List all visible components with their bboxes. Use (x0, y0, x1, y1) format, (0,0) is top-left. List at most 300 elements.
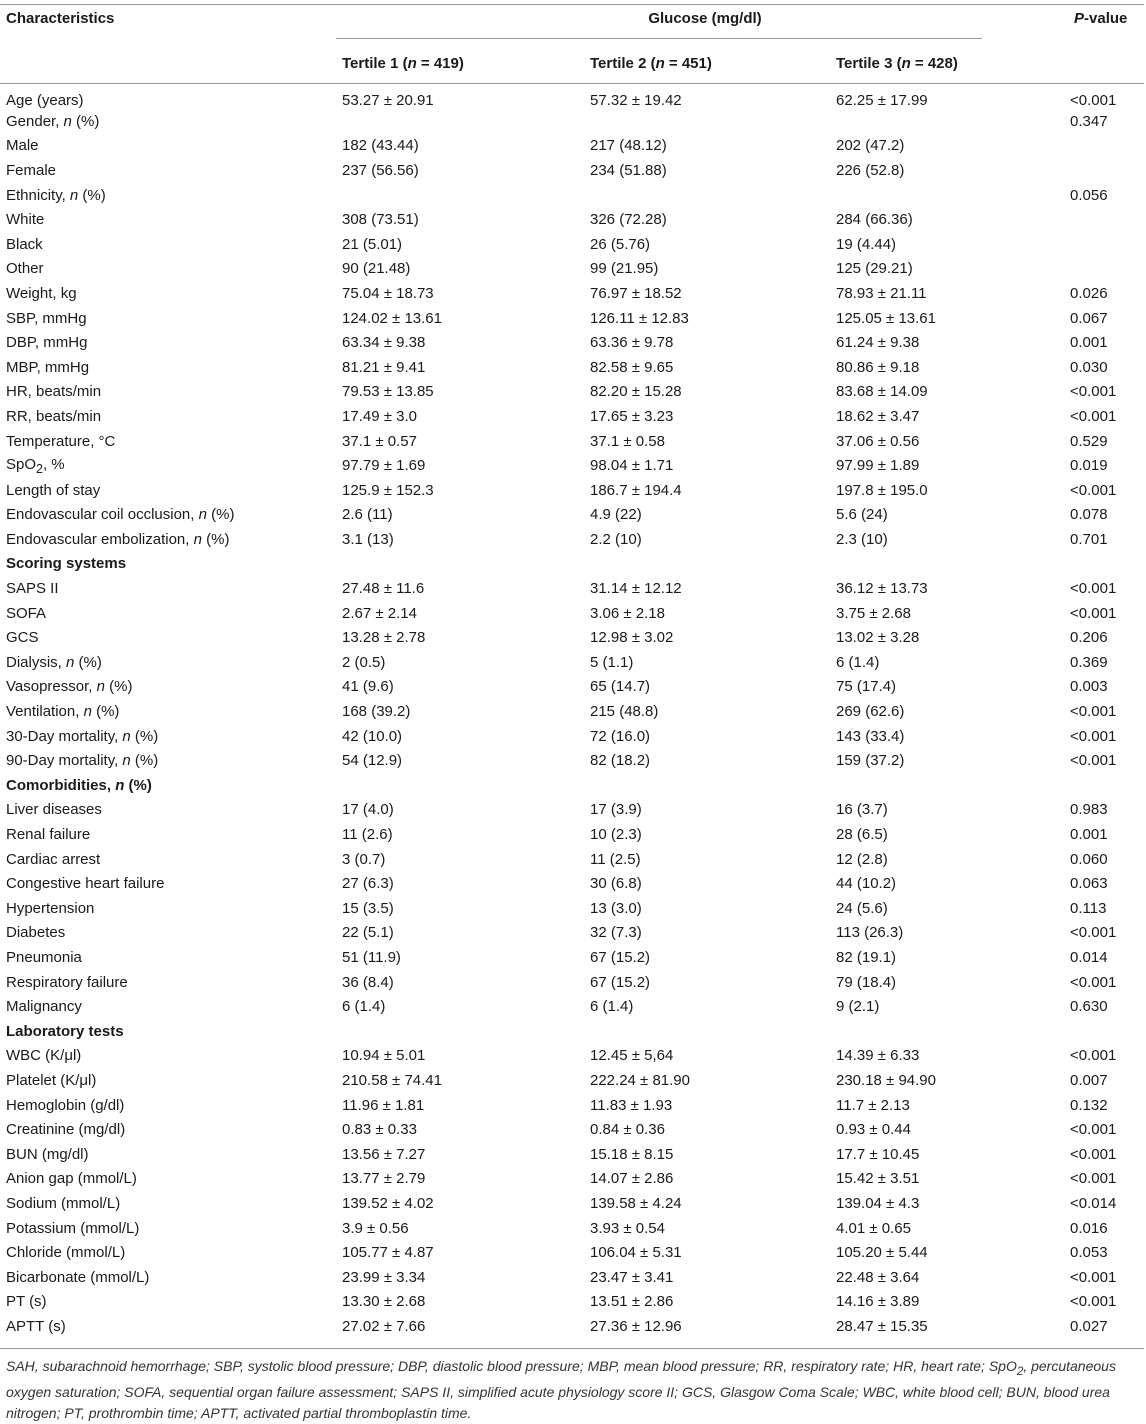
row-label: SOFA (6, 604, 47, 622)
row-label: APTT (s) (6, 1317, 66, 1335)
row-label: BUN (mg/dl) (6, 1145, 89, 1163)
header-row-1 (0, 6, 1144, 43)
row-label: WBC (K/μl) (6, 1047, 82, 1065)
tertile-3-cell: 44 (10.2) (836, 875, 897, 893)
tertile-2-cell: 10 (2.3) (590, 826, 642, 844)
row-label: Ventilation, n (%) (6, 703, 120, 721)
tertile-1-cell: 3.1 (13) (342, 530, 394, 548)
tertile-2-cell: 63.36 ± 9.78 (590, 334, 674, 352)
tertile-3-cell: 3.75 ± 2.68 (836, 604, 911, 622)
tertile-3-cell: 82 (19.1) (836, 948, 897, 966)
table-row (0, 257, 1144, 282)
p-value-cell: 0.206 (1070, 629, 1108, 647)
table-row (0, 1265, 1144, 1290)
tertile-3-cell: 28.47 ± 15.35 (836, 1317, 928, 1335)
table-row (0, 1093, 1144, 1118)
tertile-1-cell: 124.02 ± 13.61 (342, 309, 442, 327)
tertile-1-cell: 168 (39.2) (342, 703, 411, 721)
tertile-3-cell: 97.99 ± 1.89 (836, 457, 920, 475)
row-label: Other (6, 260, 44, 278)
p-value-cell: <0.001 (1070, 924, 1117, 942)
row-label: Comorbidities, n (%) (6, 776, 152, 794)
tertile-2-cell: 31.14 ± 12.12 (590, 580, 682, 598)
p-value-cell: 0.003 (1070, 678, 1108, 696)
p-value-cell: <0.001 (1070, 580, 1117, 598)
p-value-cell: 0.027 (1070, 1317, 1108, 1335)
tertile-2-cell: 0.84 ± 0.36 (590, 1121, 665, 1139)
table-row (0, 1068, 1144, 1093)
row-label: DBP, mmHg (6, 334, 88, 352)
p-value-cell: 0.007 (1070, 1071, 1108, 1089)
p-value-cell (1068, 257, 1144, 282)
tertile-1-cell: 13.28 ± 2.78 (342, 629, 426, 647)
row-label: Laboratory tests (6, 1022, 124, 1040)
tertile-2-cell: 82 (18.2) (590, 752, 651, 770)
tertile-3-cell: 14.39 ± 6.33 (836, 1047, 920, 1065)
row-label: Creatinine (mg/dl) (6, 1121, 126, 1139)
tertile-1-cell: 17.49 ± 3.0 (342, 407, 417, 425)
row-label: Liver diseases (6, 801, 102, 819)
table-row (0, 625, 1144, 650)
p-value-cell: 0.369 (1070, 653, 1108, 671)
table-row (0, 527, 1144, 552)
tertile-3-cell: 14.16 ± 3.89 (836, 1293, 920, 1311)
tertile-1-cell: 237 (56.56) (342, 161, 419, 179)
p-value-cell: 0.001 (1070, 334, 1108, 352)
row-label: Length of stay (6, 481, 101, 499)
table-top-rule (0, 4, 1144, 5)
row-label: Malignancy (6, 998, 82, 1016)
tertile-1-cell: 210.58 ± 74.41 (342, 1071, 442, 1089)
p-value-cell: <0.001 (1070, 604, 1117, 622)
tertile-3-cell: 15.42 ± 3.51 (836, 1170, 920, 1188)
p-value-cell: <0.001 (1070, 92, 1117, 109)
p-value-cell: <0.001 (1070, 481, 1117, 499)
p-value-cell: <0.001 (1070, 407, 1117, 425)
tertile-3-cell: 159 (37.2) (836, 752, 905, 770)
header-row-2 (0, 43, 1144, 84)
tertile-3-cell: 105.20 ± 5.44 (836, 1244, 928, 1262)
row-label: Chloride (mmol/L) (6, 1244, 126, 1262)
table-row (0, 1240, 1144, 1265)
section-row (0, 552, 1144, 577)
row-label: Temperature, °C (6, 432, 116, 450)
tertile-3-cell: 11.7 ± 2.13 (836, 1096, 910, 1114)
row-label: Hypertension (6, 899, 95, 917)
p-value-cell: 0.063 (1070, 875, 1108, 893)
p-value-header: P-value (1074, 10, 1128, 27)
tertile-3-cell: 36.12 ± 13.73 (836, 580, 928, 598)
table-row (0, 330, 1144, 355)
row-label: Scoring systems (6, 555, 127, 573)
tertile-1-cell (336, 1019, 584, 1044)
tertile-2-cell: 27.36 ± 12.96 (590, 1317, 682, 1335)
row-label: Cardiac arrest (6, 850, 101, 868)
row-label: SpO$_2$, % (6, 455, 65, 476)
row-label: Female (6, 161, 57, 179)
p-value-cell: 0.026 (1070, 284, 1108, 302)
row-label: Dialysis, n (%) (6, 653, 102, 671)
p-value-cell: <0.001 (1070, 1047, 1117, 1065)
tertile-3-cell: 197.8 ± 195.0 (836, 481, 928, 499)
p-value-cell: 0.078 (1070, 506, 1108, 524)
tertile-1-cell: 0.83 ± 0.33 (342, 1121, 417, 1139)
table-row (0, 650, 1144, 675)
tertile-3-cell: 202 (47.2) (836, 137, 905, 155)
row-label: MBP, mmHg (6, 358, 90, 376)
table-row (0, 724, 1144, 749)
tertile-1-cell: 21 (5.01) (342, 235, 403, 253)
tertile-3-cell: 19 (4.44) (836, 235, 897, 253)
tertile-3-cell: 6 (1.4) (836, 653, 880, 671)
p-value-cell: 0.019 (1070, 457, 1108, 475)
tertile-2-cell: 6 (1.4) (590, 998, 634, 1016)
tertile-2-cell (584, 552, 830, 577)
row-label: Potassium (mmol/L) (6, 1219, 140, 1237)
tertile-3-cell: 61.24 ± 9.38 (836, 334, 920, 352)
tertile-3-cell: 80.86 ± 9.18 (836, 358, 920, 376)
tertile-2-cell (584, 773, 830, 798)
tertile-1-cell: 125.9 ± 152.3 (342, 481, 434, 499)
table-row (0, 380, 1144, 405)
row-label: Weight, kg (6, 284, 77, 302)
tertile-2-cell: 98.04 ± 1.71 (590, 457, 674, 475)
p-value-cell: <0.001 (1070, 383, 1117, 401)
table-body (0, 84, 1144, 1339)
tertile-1-cell: 41 (9.6) (342, 678, 394, 696)
table-row (0, 109, 1144, 134)
tertile-1-cell: 63.34 ± 9.38 (342, 334, 426, 352)
p-value-cell: <0.014 (1070, 1194, 1117, 1212)
tertile-1-cell: 53.27 ± 20.91 (342, 92, 434, 109)
p-value-cell: <0.001 (1070, 752, 1117, 770)
table-row (0, 355, 1144, 380)
table-footnote: SAH, subarachnoid hemorrhage; SBP, systolic blood pressure; DBP, diastolic blood pressure; MBP, mean blood pressure; RR, respiratory rate; HR, heart rate; SpO$_2$, percutaneous oxygen saturation; SOFA, sequential organ failure assessment; SAPS II, simplified acute physiology score II; GCS, Glasgow Coma Scale; WBC, white blood cell; BUN, blood urea nitrogen; PT, prothrombin time; APTT, activated partial thromboplastin time. (6, 1358, 1116, 1421)
tertile-3-cell: 9 (2.1) (836, 998, 880, 1016)
tertile-2-cell: 82.58 ± 9.65 (590, 358, 674, 376)
tertile-1-cell: 11 (2.6) (342, 826, 393, 844)
table-row (0, 281, 1144, 306)
row-label: GCS (6, 629, 39, 647)
tertile-1-cell: 23.99 ± 3.34 (342, 1268, 426, 1286)
table-row (0, 675, 1144, 700)
table-row (0, 183, 1144, 208)
p-value-cell (1068, 134, 1144, 159)
tertile-1-cell: 13.56 ± 7.27 (342, 1145, 426, 1163)
p-value-cell: <0.001 (1070, 1268, 1117, 1286)
p-value-cell: 0.060 (1070, 850, 1108, 868)
row-label: White (6, 211, 45, 229)
table-row (0, 601, 1144, 626)
table-row (0, 748, 1144, 773)
table-row (0, 945, 1144, 970)
p-value-cell: 0.067 (1070, 309, 1108, 327)
tertile-3-cell: 16 (3.7) (836, 801, 888, 819)
table-row (0, 1216, 1144, 1241)
tertile-1-cell (336, 552, 584, 577)
tertile-2-cell (584, 1019, 830, 1044)
tertile-2-cell: 82.20 ± 15.28 (590, 383, 682, 401)
tertile-3-cell: 113 (26.3) (836, 924, 904, 942)
tertile-2-cell: 12.98 ± 3.02 (590, 629, 674, 647)
table-row (0, 1117, 1144, 1142)
row-label: Endovascular embolization, n (%) (6, 530, 230, 548)
tertile-2-cell: 13.51 ± 2.86 (590, 1293, 674, 1311)
tertile-2-cell: 13 (3.0) (590, 899, 642, 917)
tertile-3-cell: 28 (6.5) (836, 826, 888, 844)
table-row (0, 896, 1144, 921)
tertile-2-cell: 2.2 (10) (590, 530, 642, 548)
tertile-3-cell: 125.05 ± 13.61 (836, 309, 936, 327)
p-value-cell (1068, 158, 1144, 183)
p-value-cell: <0.001 (1070, 1145, 1117, 1163)
tertile-1-cell: 79.53 ± 13.85 (342, 383, 434, 401)
row-label: Platelet (K/μl) (6, 1071, 97, 1089)
tertile-1-cell: 13.77 ± 2.79 (342, 1170, 426, 1188)
tertile-3-cell: 143 (33.4) (836, 727, 905, 745)
tertile-3-cell (830, 773, 1068, 798)
characteristics-header: Characteristics (6, 10, 115, 27)
tertile-1-cell: 75.04 ± 18.73 (342, 284, 434, 302)
p-value-cell (1068, 207, 1144, 232)
table-row (0, 158, 1144, 183)
tertile-2-cell: 12.45 ± 5,64 (590, 1047, 674, 1065)
tertile-1-cell: 2 (0.5) (342, 653, 386, 671)
table-row (0, 1314, 1144, 1339)
tertile-1-cell (336, 183, 584, 208)
tertile-3-cell: 37.06 ± 0.56 (836, 432, 920, 450)
table-row (0, 970, 1144, 995)
tertile-2-cell: 3.93 ± 0.54 (590, 1219, 665, 1237)
p-value-cell: <0.001 (1070, 973, 1117, 991)
p-value-cell: <0.001 (1070, 727, 1117, 745)
tertile-1-cell: 3 (0.7) (342, 850, 386, 868)
tertile-3-cell: 13.02 ± 3.28 (836, 629, 920, 647)
tertile-2-cell: 126.11 ± 12.83 (590, 309, 689, 327)
table-row (0, 1191, 1144, 1216)
table-row (0, 232, 1144, 257)
table-row (0, 699, 1144, 724)
row-label: Vasopressor, n (%) (6, 678, 133, 696)
tertile-3-cell: 2.3 (10) (836, 530, 888, 548)
table-row (0, 503, 1144, 528)
characteristics-table (0, 6, 1144, 1339)
table-row (0, 871, 1144, 896)
row-label: Ethnicity, n (%) (6, 186, 106, 204)
tertile-1-cell: 2.67 ± 2.14 (342, 604, 417, 622)
row-label: Pneumonia (6, 948, 82, 966)
tertile-2-cell: 186.7 ± 194.4 (590, 481, 682, 499)
tertile-1-cell: 17 (4.0) (342, 801, 394, 819)
row-label: Respiratory failure (6, 973, 128, 991)
tertile-1-cell: 42 (10.0) (342, 727, 403, 745)
table-bottom-rule (0, 1348, 1144, 1349)
tertile-1-cell: 90 (21.48) (342, 260, 411, 278)
row-label: PT (s) (6, 1293, 47, 1311)
tertile-2-cell: 57.32 ± 19.42 (590, 92, 682, 109)
tertile-1-cell: 182 (43.44) (342, 137, 419, 155)
p-value-cell: 0.132 (1070, 1096, 1108, 1114)
tertile-2-cell: 215 (48.8) (590, 703, 659, 721)
p-value-cell: 0.113 (1070, 899, 1107, 917)
tertile-2-cell: 67 (15.2) (590, 973, 651, 991)
table-row (0, 404, 1144, 429)
row-label: Diabetes (6, 924, 66, 942)
table-row (0, 478, 1144, 503)
tertile-1-cell: 6 (1.4) (342, 998, 386, 1016)
row-label: SBP, mmHg (6, 309, 87, 327)
tertile-2-cell: 326 (72.28) (590, 211, 667, 229)
table-row (0, 798, 1144, 823)
tertile-2-cell: 30 (6.8) (590, 875, 642, 893)
tertile-2-cell (584, 183, 830, 208)
tertile-2-cell (584, 109, 830, 134)
tertile-3-cell: 125 (29.21) (836, 260, 913, 278)
tertile-3-cell: 75 (17.4) (836, 678, 897, 696)
row-label: Sodium (mmol/L) (6, 1194, 121, 1212)
row-label: HR, beats/min (6, 383, 102, 401)
tertile-2-header: Tertile 2 (n = 451) (590, 54, 712, 72)
section-row (0, 773, 1144, 798)
tertile-1-cell: 13.30 ± 2.68 (342, 1293, 426, 1311)
tertile-1-cell (336, 773, 584, 798)
tertile-2-cell: 3.06 ± 2.18 (590, 604, 665, 622)
p-value-cell (1068, 232, 1144, 257)
tertile-3-cell: 139.04 ± 4.3 (836, 1194, 920, 1212)
tertile-3-cell: 5.6 (24) (836, 506, 888, 524)
tertile-3-cell: 284 (66.36) (836, 211, 913, 229)
tertile-3-cell: 24 (5.6) (836, 899, 888, 917)
table-row (0, 1290, 1144, 1315)
tertile-2-cell: 11.83 ± 1.93 (590, 1096, 673, 1114)
tertile-1-cell: 36 (8.4) (342, 973, 394, 991)
tertile-1-cell: 2.6 (11) (342, 506, 393, 524)
tertile-1-cell (336, 109, 584, 134)
table-row (0, 84, 1144, 110)
tertile-3-cell: 18.62 ± 3.47 (836, 407, 920, 425)
p-value-cell: 0.529 (1070, 432, 1108, 450)
tertile-3-cell: 4.01 ± 0.65 (836, 1219, 911, 1237)
section-row (0, 1019, 1144, 1044)
tertile-2-cell: 5 (1.1) (590, 653, 634, 671)
tertile-2-cell: 65 (14.7) (590, 678, 651, 696)
tertile-1-cell: 54 (12.9) (342, 752, 403, 770)
tertile-3-cell (830, 552, 1068, 577)
tertile-3-cell: 269 (62.6) (836, 703, 905, 721)
row-label: Male (6, 137, 39, 155)
tertile-2-cell: 23.47 ± 3.41 (590, 1268, 674, 1286)
row-label: Renal failure (6, 826, 91, 844)
p-value-cell: 0.030 (1070, 358, 1108, 376)
table-row (0, 453, 1144, 478)
row-label: Anion gap (mmol/L) (6, 1170, 137, 1188)
tertile-2-cell: 222.24 ± 81.90 (590, 1071, 690, 1089)
tertile-2-cell: 37.1 ± 0.58 (590, 432, 665, 450)
tertile-2-cell: 72 (16.0) (590, 727, 651, 745)
table-row (0, 994, 1144, 1019)
p-value-cell: 0.001 (1070, 826, 1108, 844)
row-label: 30-Day mortality, n (%) (6, 727, 159, 745)
p-value-cell (1068, 552, 1144, 577)
tertile-3-cell: 79 (18.4) (836, 973, 897, 991)
row-label: Congestive heart failure (6, 875, 165, 893)
p-value-cell: 0.053 (1070, 1244, 1108, 1262)
tertile-3-cell: 17.7 ± 10.45 (836, 1145, 920, 1163)
table-row (0, 576, 1144, 601)
table-row (0, 921, 1144, 946)
table-row (0, 847, 1144, 872)
tertile-1-cell: 27 (6.3) (342, 875, 394, 893)
p-value-cell: 0.056 (1070, 186, 1108, 204)
tertile-3-cell: 78.93 ± 21.11 (836, 284, 927, 302)
p-value-cell (1068, 773, 1144, 798)
tertile-2-cell: 234 (51.88) (590, 161, 667, 179)
row-label: RR, beats/min (6, 407, 102, 425)
tertile-1-cell: 15 (3.5) (342, 899, 394, 917)
tertile-2-cell: 139.58 ± 4.24 (590, 1194, 682, 1212)
tertile-1-cell: 27.48 ± 11.6 (342, 580, 425, 598)
tertile-1-cell: 10.94 ± 5.01 (342, 1047, 426, 1065)
table-row (0, 429, 1144, 454)
p-value-cell: 0.014 (1070, 948, 1108, 966)
tertile-2-cell: 14.07 ± 2.86 (590, 1170, 674, 1188)
glucose-header: Glucose (mg/dl) (648, 10, 762, 27)
row-label: 90-Day mortality, n (%) (6, 752, 159, 770)
tertile-1-cell: 105.77 ± 4.87 (342, 1244, 434, 1262)
tertile-2-cell: 76.97 ± 18.52 (590, 284, 682, 302)
p-value-cell: 0.016 (1070, 1219, 1108, 1237)
p-value-cell: <0.001 (1070, 1121, 1117, 1139)
p-value-cell: 0.983 (1070, 801, 1108, 819)
tertile-2-cell: 99 (21.95) (590, 260, 659, 278)
tertile-1-cell: 51 (11.9) (342, 948, 401, 966)
row-label: Bicarbonate (mmol/L) (6, 1268, 150, 1286)
tertile-3-cell: 22.48 ± 3.64 (836, 1268, 920, 1286)
p-value-cell: <0.001 (1070, 1293, 1117, 1311)
tertile-1-cell: 308 (73.51) (342, 211, 419, 229)
row-label: SAPS II (6, 580, 59, 598)
table-row (0, 134, 1144, 159)
table-row (0, 822, 1144, 847)
row-label: Endovascular coil occlusion, n (%) (6, 506, 235, 524)
tertile-1-cell: 3.9 ± 0.56 (342, 1219, 409, 1237)
row-label: Black (6, 235, 43, 253)
tertile-2-cell: 11 (2.5) (590, 850, 641, 868)
tertile-2-cell: 4.9 (22) (590, 506, 642, 524)
tertile-1-cell: 81.21 ± 9.41 (342, 358, 426, 376)
tertile-1-header: Tertile 1 (n = 419) (342, 54, 464, 72)
table-row (0, 1167, 1144, 1192)
p-value-cell (1068, 1019, 1144, 1044)
tertile-3-cell: 83.68 ± 14.09 (836, 383, 928, 401)
tertile-2-cell: 17.65 ± 3.23 (590, 407, 674, 425)
table-row (0, 306, 1144, 331)
tertile-1-cell: 22 (5.1) (342, 924, 394, 942)
tertile-3-cell: 12 (2.8) (836, 850, 888, 868)
tertile-2-cell: 106.04 ± 5.31 (590, 1244, 682, 1262)
tertile-3-cell: 62.25 ± 17.99 (836, 92, 928, 109)
tertile-1-cell: 37.1 ± 0.57 (342, 432, 417, 450)
tertile-2-cell: 15.18 ± 8.15 (590, 1145, 674, 1163)
tertile-1-cell: 27.02 ± 7.66 (342, 1317, 426, 1335)
table-row (0, 207, 1144, 232)
table-row (0, 1044, 1144, 1069)
row-label: Gender, n (%) (6, 112, 100, 130)
tertile-3-cell (830, 183, 1068, 208)
tertile-2-cell: 32 (7.3) (590, 924, 642, 942)
p-value-cell: <0.001 (1070, 1170, 1117, 1188)
p-value-cell: 0.630 (1070, 998, 1108, 1016)
